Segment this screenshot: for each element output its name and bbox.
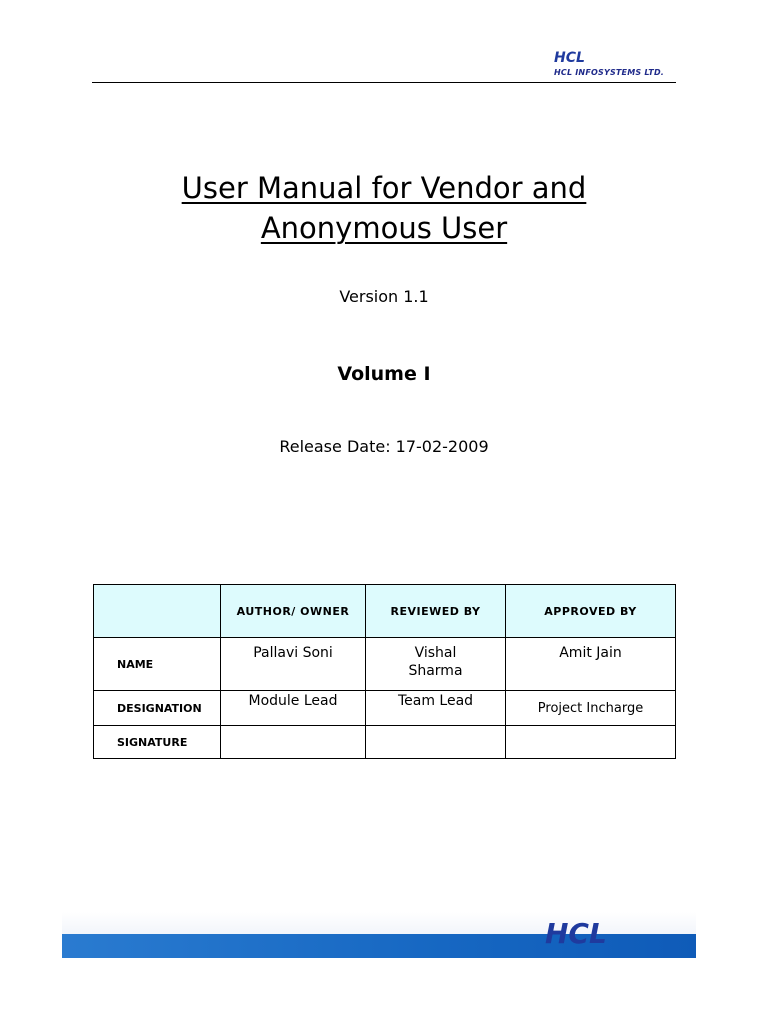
header-cell-empty (94, 585, 221, 638)
approver-signature (506, 726, 676, 759)
svg-text:HCL: HCL (554, 49, 585, 66)
author-name: Pallavi Soni (221, 638, 366, 691)
release-date: Release Date: 17-02-2009 (279, 437, 489, 456)
reviewer-name-line1: Vishal (414, 645, 457, 661)
footer-banner (62, 912, 696, 958)
table-row-designation (94, 691, 676, 726)
reviewer-designation: Team Lead (366, 691, 506, 726)
table-row-signature (94, 726, 676, 759)
reviewer-name-line2: Sharma (408, 663, 463, 679)
title-line-1: User Manual for Vendor and (181, 171, 587, 205)
company-name: HCL INFOSYSTEMS LTD. (554, 68, 665, 77)
version-label: Version 1.1 (339, 287, 429, 306)
svg-text:HCL: HCL (545, 920, 607, 946)
row-label-name: NAME (94, 638, 221, 691)
header-author: AUTHOR/ OWNER (221, 585, 366, 638)
header-divider (92, 82, 676, 83)
table-header-row (94, 585, 676, 638)
hcl-logo-icon (554, 48, 638, 66)
table-row-name (94, 638, 676, 691)
header-reviewer: REVIEWED BY (366, 585, 506, 638)
signoff-table (93, 584, 676, 759)
hcl-header-logo (554, 48, 674, 77)
author-designation: Module Lead (221, 691, 366, 726)
author-signature (221, 726, 366, 759)
reviewer-signature (366, 726, 506, 759)
title-line-2: Anonymous User (260, 211, 508, 245)
row-label-signature: SIGNATURE (94, 726, 221, 759)
approver-designation: Project Incharge (506, 691, 676, 726)
hcl-footer-logo-icon (545, 920, 685, 946)
approver-name: Amit Jain (506, 638, 676, 691)
volume-label: Volume I (337, 363, 431, 385)
row-label-designation: DESIGNATION (94, 691, 221, 726)
document-title (84, 168, 684, 248)
reviewer-name (366, 638, 506, 691)
header-approver: APPROVED BY (506, 585, 676, 638)
